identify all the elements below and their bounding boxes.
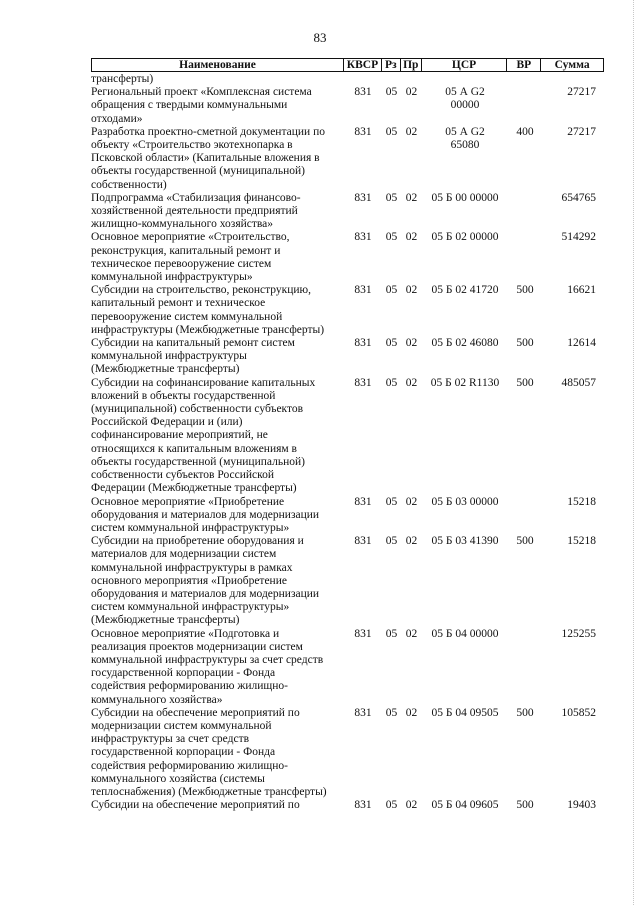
cell-csr: 05 А G2 65080 bbox=[445, 125, 485, 152]
header-sum: Сумма bbox=[554, 59, 590, 71]
cell-sum: 514292 bbox=[561, 231, 596, 244]
header-name: Наименование bbox=[92, 59, 344, 71]
cell-sum: 105852 bbox=[561, 706, 596, 719]
cell-pr: 02 bbox=[405, 284, 418, 297]
cell-name: Субсидии на капитальный ремонт систем коммунальной инфраструктуры (Межбюджетные трансферты) bbox=[91, 337, 295, 376]
cell-sum: 27217 bbox=[567, 125, 596, 138]
header-vr: ВР bbox=[507, 59, 541, 71]
cell-name: Субсидии на строительство, реконструкцию, капитальный ремонт и техническое перевооружение систем коммунальной инфраструктуры (Межбюджетные трансферты) bbox=[91, 284, 325, 336]
cell-name: Подпрограмма «Стабилизация финансово- хозяйственной деятельности предприятий жилищно-коммунального хозяйства» bbox=[91, 191, 301, 231]
cell-kvsr: 831 bbox=[354, 799, 372, 812]
cell-pr: 02 bbox=[405, 495, 418, 508]
cell-vr: 500 bbox=[516, 799, 534, 812]
cell-name: трансферты) bbox=[91, 73, 154, 85]
cell-sum: 27217 bbox=[567, 86, 596, 99]
header-rz: Рз bbox=[382, 59, 401, 71]
cell-vr: 500 bbox=[516, 337, 534, 350]
cell-pr: 02 bbox=[405, 337, 418, 350]
cell-pr: 02 bbox=[405, 706, 418, 719]
cell-name: Субсидии на обеспечение мероприятий по bbox=[91, 799, 300, 812]
cell-rz: 05 bbox=[385, 799, 398, 812]
table-header bbox=[91, 58, 604, 72]
cell-name: Основное мероприятие «Строительство, реконструкция, капитальный ремонт и техническое перевооружение систем коммунальной инфраструктуры» bbox=[91, 231, 290, 284]
cell-rz: 05 bbox=[385, 284, 398, 297]
cell-name: Региональный проект «Комплексная система обращения с твердыми коммунальными отходами» bbox=[91, 86, 312, 125]
cell-pr: 02 bbox=[405, 86, 418, 99]
margin-line bbox=[633, 0, 634, 905]
table-row bbox=[91, 86, 604, 126]
cell-rz: 05 bbox=[385, 627, 398, 640]
cell-sum: 12614 bbox=[567, 337, 596, 350]
cell-csr: 05 Б 03 41390 bbox=[431, 535, 499, 548]
cell-kvsr: 831 bbox=[354, 231, 372, 244]
cell-sum: 654765 bbox=[561, 191, 596, 204]
cell-kvsr: 831 bbox=[354, 376, 372, 389]
cell-sum: 19403 bbox=[567, 799, 596, 812]
cell-kvsr: 831 bbox=[354, 627, 372, 640]
cell-vr: 500 bbox=[516, 376, 534, 389]
cell-kvsr: 831 bbox=[354, 191, 372, 204]
table-row bbox=[91, 73, 604, 86]
table-row bbox=[91, 707, 604, 799]
cell-csr: 05 Б 02 41720 bbox=[431, 284, 499, 297]
table-row bbox=[91, 496, 604, 536]
cell-kvsr: 831 bbox=[354, 495, 372, 508]
header-pr: Пр bbox=[401, 59, 422, 71]
cell-csr: 05 Б 03 00000 bbox=[431, 495, 499, 508]
cell-kvsr: 831 bbox=[354, 125, 372, 138]
header-csr: ЦСР bbox=[422, 59, 508, 71]
cell-name: Субсидии на обеспечение мероприятий по модернизации систем коммунальной инфраструктуры за счет средств государственной корпорации - Фонда содействия реформированию жилищно- коммунального хозяйства (системы теплоснабжения) (Межбюджетные трансферты) bbox=[91, 706, 327, 798]
table-row bbox=[91, 192, 604, 232]
table-row bbox=[91, 799, 604, 812]
cell-rz: 05 bbox=[385, 337, 398, 350]
cell-csr: 05 Б 04 09505 bbox=[431, 706, 499, 719]
cell-rz: 05 bbox=[385, 706, 398, 719]
cell-name: Субсидии на приобретение оборудования и материалов для модернизации систем коммунальной инфраструктуры в рамках основного мероприятия «Приобретение оборудования и материалов для модернизации систем коммунальной инфраструктуры» (Межбюджетные трансферты) bbox=[91, 535, 320, 627]
header-kvsr: КВСР bbox=[344, 59, 382, 71]
table-row bbox=[91, 337, 604, 377]
cell-sum: 125255 bbox=[561, 627, 596, 640]
cell-kvsr: 831 bbox=[354, 706, 372, 719]
cell-csr: 05 Б 02 46080 bbox=[431, 337, 499, 350]
cell-sum: 15218 bbox=[567, 535, 596, 548]
cell-vr: 400 bbox=[516, 125, 534, 138]
cell-pr: 02 bbox=[405, 231, 418, 244]
cell-csr: 05 Б 00 00000 bbox=[431, 191, 499, 204]
cell-csr: 05 А G2 00000 bbox=[445, 86, 485, 112]
cell-name: Основное мероприятие «Приобретение оборудования и материалов для модернизации систем коммунальной инфраструктуры» bbox=[91, 495, 320, 534]
cell-name: Основное мероприятие «Подготовка и реализация проектов модернизации систем коммунальной инфраструктуры за счет средств государственной корпорации - Фонда содействия реформированию жилищно- коммунального хозяйства» bbox=[91, 627, 324, 706]
cell-kvsr: 831 bbox=[354, 284, 372, 297]
cell-vr: 500 bbox=[516, 284, 534, 297]
cell-rz: 05 bbox=[385, 231, 398, 244]
table-row bbox=[91, 231, 604, 284]
cell-rz: 05 bbox=[385, 86, 398, 99]
table-row bbox=[91, 628, 604, 707]
cell-name: Субсидии на софинансирование капитальных вложений в объекты государственной (муниципальной) собственности субъектов Российской Федерации и (или) софинансирование мероприятий, не относящихся к капитальным вложениям в объекты государственной (муниципальной) собственности субъектов Российской Федерации (Межбюджетные трансферты) bbox=[91, 376, 316, 495]
cell-kvsr: 831 bbox=[354, 535, 372, 548]
cell-sum: 485057 bbox=[561, 376, 596, 389]
table-row bbox=[91, 535, 604, 627]
cell-csr: 05 Б 04 00000 bbox=[431, 627, 499, 640]
cell-pr: 02 bbox=[405, 191, 418, 204]
table-row bbox=[91, 377, 604, 496]
table-row bbox=[91, 284, 604, 337]
cell-pr: 02 bbox=[405, 125, 418, 138]
cell-vr: 500 bbox=[516, 535, 534, 548]
table-row bbox=[91, 126, 604, 192]
cell-csr: 05 Б 02 R1130 bbox=[430, 376, 500, 389]
cell-pr: 02 bbox=[405, 535, 418, 548]
page-number: 83 bbox=[313, 30, 327, 45]
cell-rz: 05 bbox=[385, 125, 398, 138]
cell-pr: 02 bbox=[405, 627, 418, 640]
cell-csr: 05 Б 02 00000 bbox=[431, 231, 499, 244]
cell-csr: 05 Б 04 09605 bbox=[431, 799, 499, 812]
cell-vr: 500 bbox=[516, 706, 534, 719]
cell-rz: 05 bbox=[385, 535, 398, 548]
cell-rz: 05 bbox=[385, 495, 398, 508]
table-body bbox=[91, 73, 604, 812]
cell-name: Разработка проектно-сметной документации по объекту «Строительство экотехнопарка в Псковской области» (Капитальные вложения в объекты государственной (муниципальной) собственности) bbox=[91, 125, 325, 191]
cell-kvsr: 831 bbox=[354, 86, 372, 99]
cell-kvsr: 831 bbox=[354, 337, 372, 350]
cell-rz: 05 bbox=[385, 191, 398, 204]
cell-pr: 02 bbox=[405, 799, 418, 812]
cell-sum: 16621 bbox=[567, 284, 596, 297]
cell-rz: 05 bbox=[385, 376, 398, 389]
cell-sum: 15218 bbox=[567, 495, 596, 508]
cell-pr: 02 bbox=[405, 376, 418, 389]
